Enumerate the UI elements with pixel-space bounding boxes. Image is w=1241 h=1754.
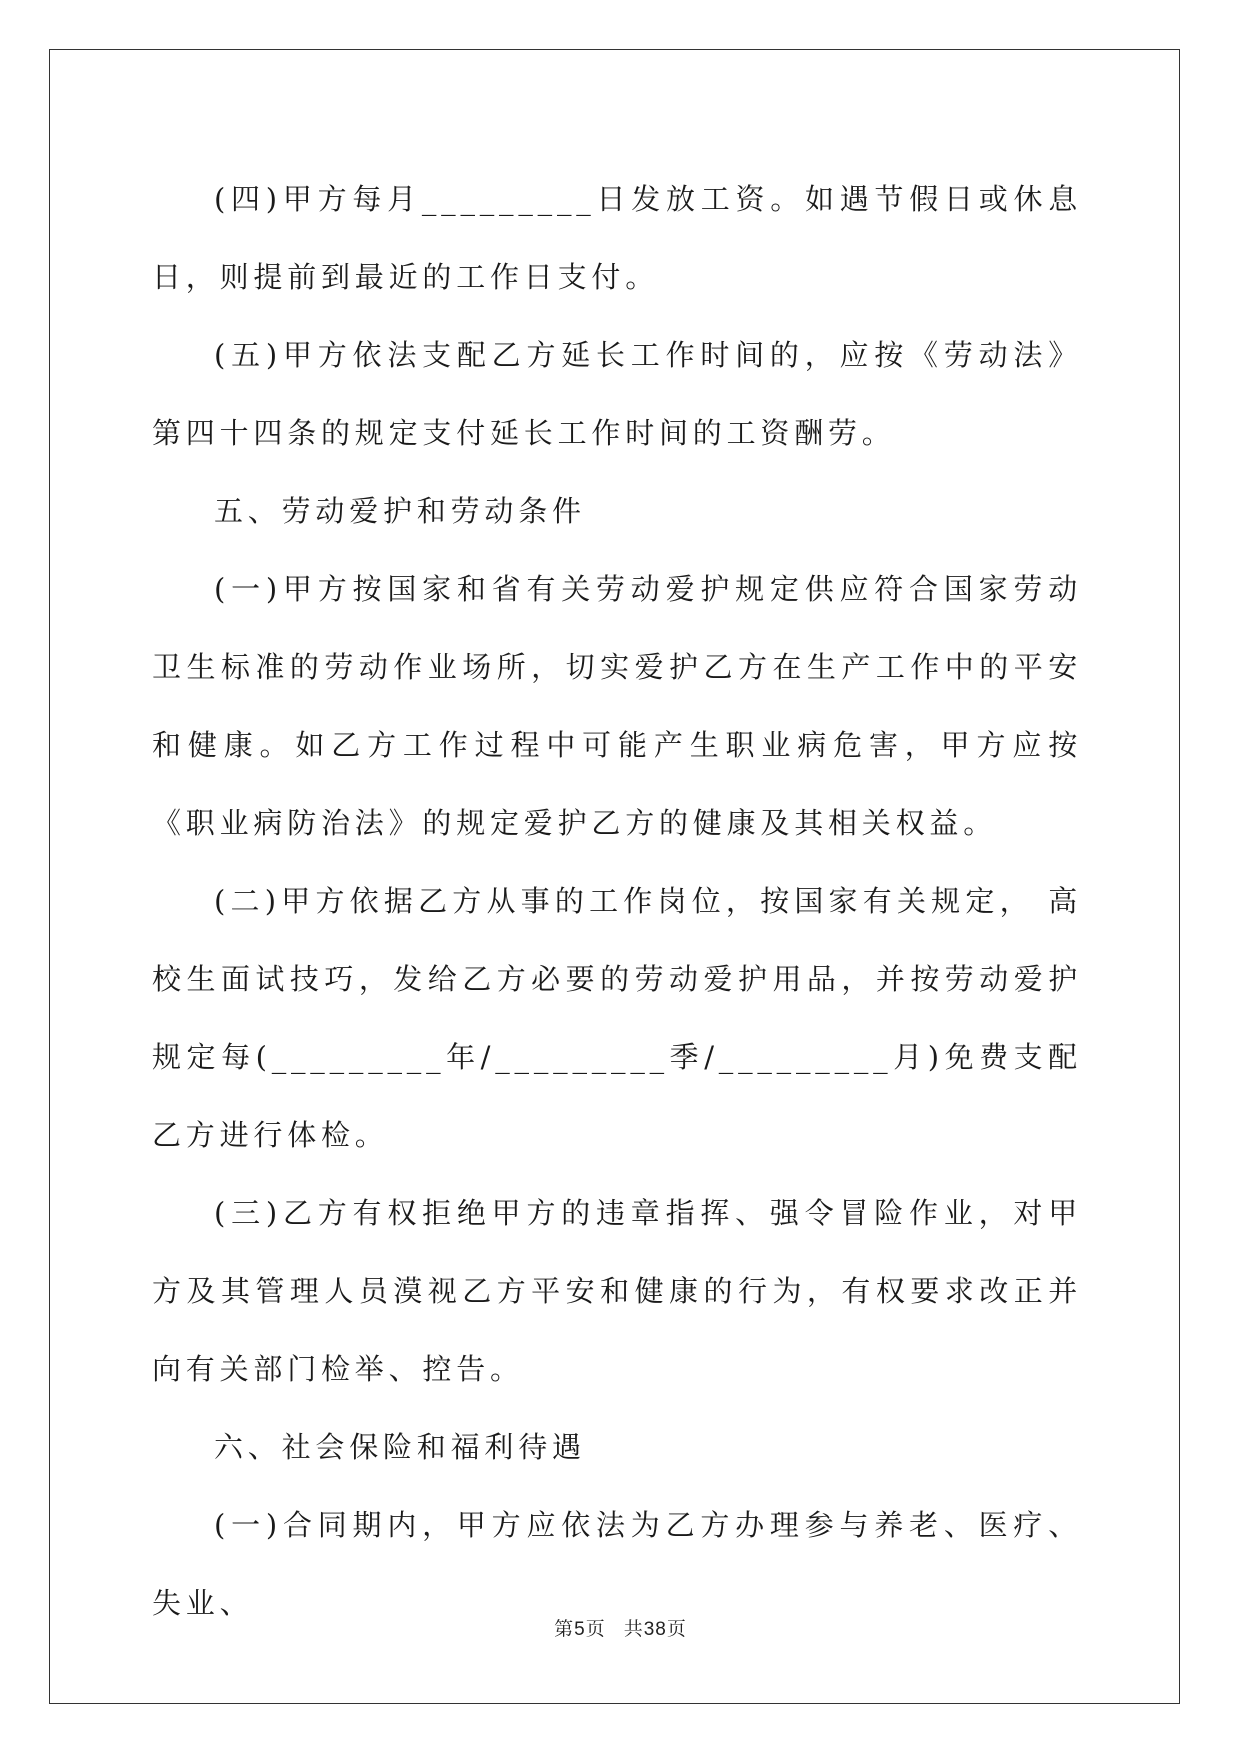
- paragraph-insurance-enrollment: (一)合同期内，甲方应依法为乙方办理参与养老、医疗、失业、: [152, 1508, 1082, 1620]
- footer-page-suffix: 页: [585, 1618, 606, 1640]
- paragraph-right-to-refuse: (三)乙方有权拒绝甲方的违章指挥、强令冒险作业，对甲方及其管理人员漠视乙方平安和健康的行为，有权要求改正并向有关部门检举、控告。: [152, 1196, 1082, 1386]
- section-heading-social-insurance: 六、社会保险和福利待遇: [214, 1430, 586, 1464]
- footer-page-number: 5: [574, 1619, 586, 1640]
- page-footer: [0, 1614, 1241, 1641]
- paragraph-protective-equipment: (二)甲方依据乙方从事的工作岗位，按国家有关规定， 高校生面试技巧，发给乙方必要的劳动爱护用品，并按劳动爱护规定每(_________年/_________季/_________月)免费支配乙方进行体检。: [152, 884, 1082, 1152]
- footer-total-pages: 38: [643, 1619, 667, 1640]
- paragraph-workplace-safety: (一)甲方按国家和省有关劳动爱护规定供应符合国家劳动卫生标准的劳动作业场所，切实爱护乙方在生产工作中的平安和健康。如乙方工作过程中可能产生职业病危害，甲方应按《职业病防治法》的规定爱护乙方的健康及其相关权益。: [152, 572, 1082, 840]
- document-body: [152, 160, 1082, 1642]
- footer-total-prefix: 共: [623, 1618, 644, 1640]
- paragraph-overtime-pay: (五)甲方依法支配乙方延长工作时间的，应按《劳动法》第四十四条的规定支付延长工作时间的工资酬劳。: [152, 338, 1082, 450]
- footer-prefix: 第: [554, 1618, 575, 1640]
- paragraph-wage-payday: (四)甲方每月_________日发放工资。如遇节假日或休息日，则提前到最近的工作日支付。: [152, 182, 1082, 294]
- section-heading-labor-protection: 五、劳动爱护和劳动条件: [214, 494, 586, 528]
- footer-total-suffix: 页: [666, 1618, 687, 1640]
